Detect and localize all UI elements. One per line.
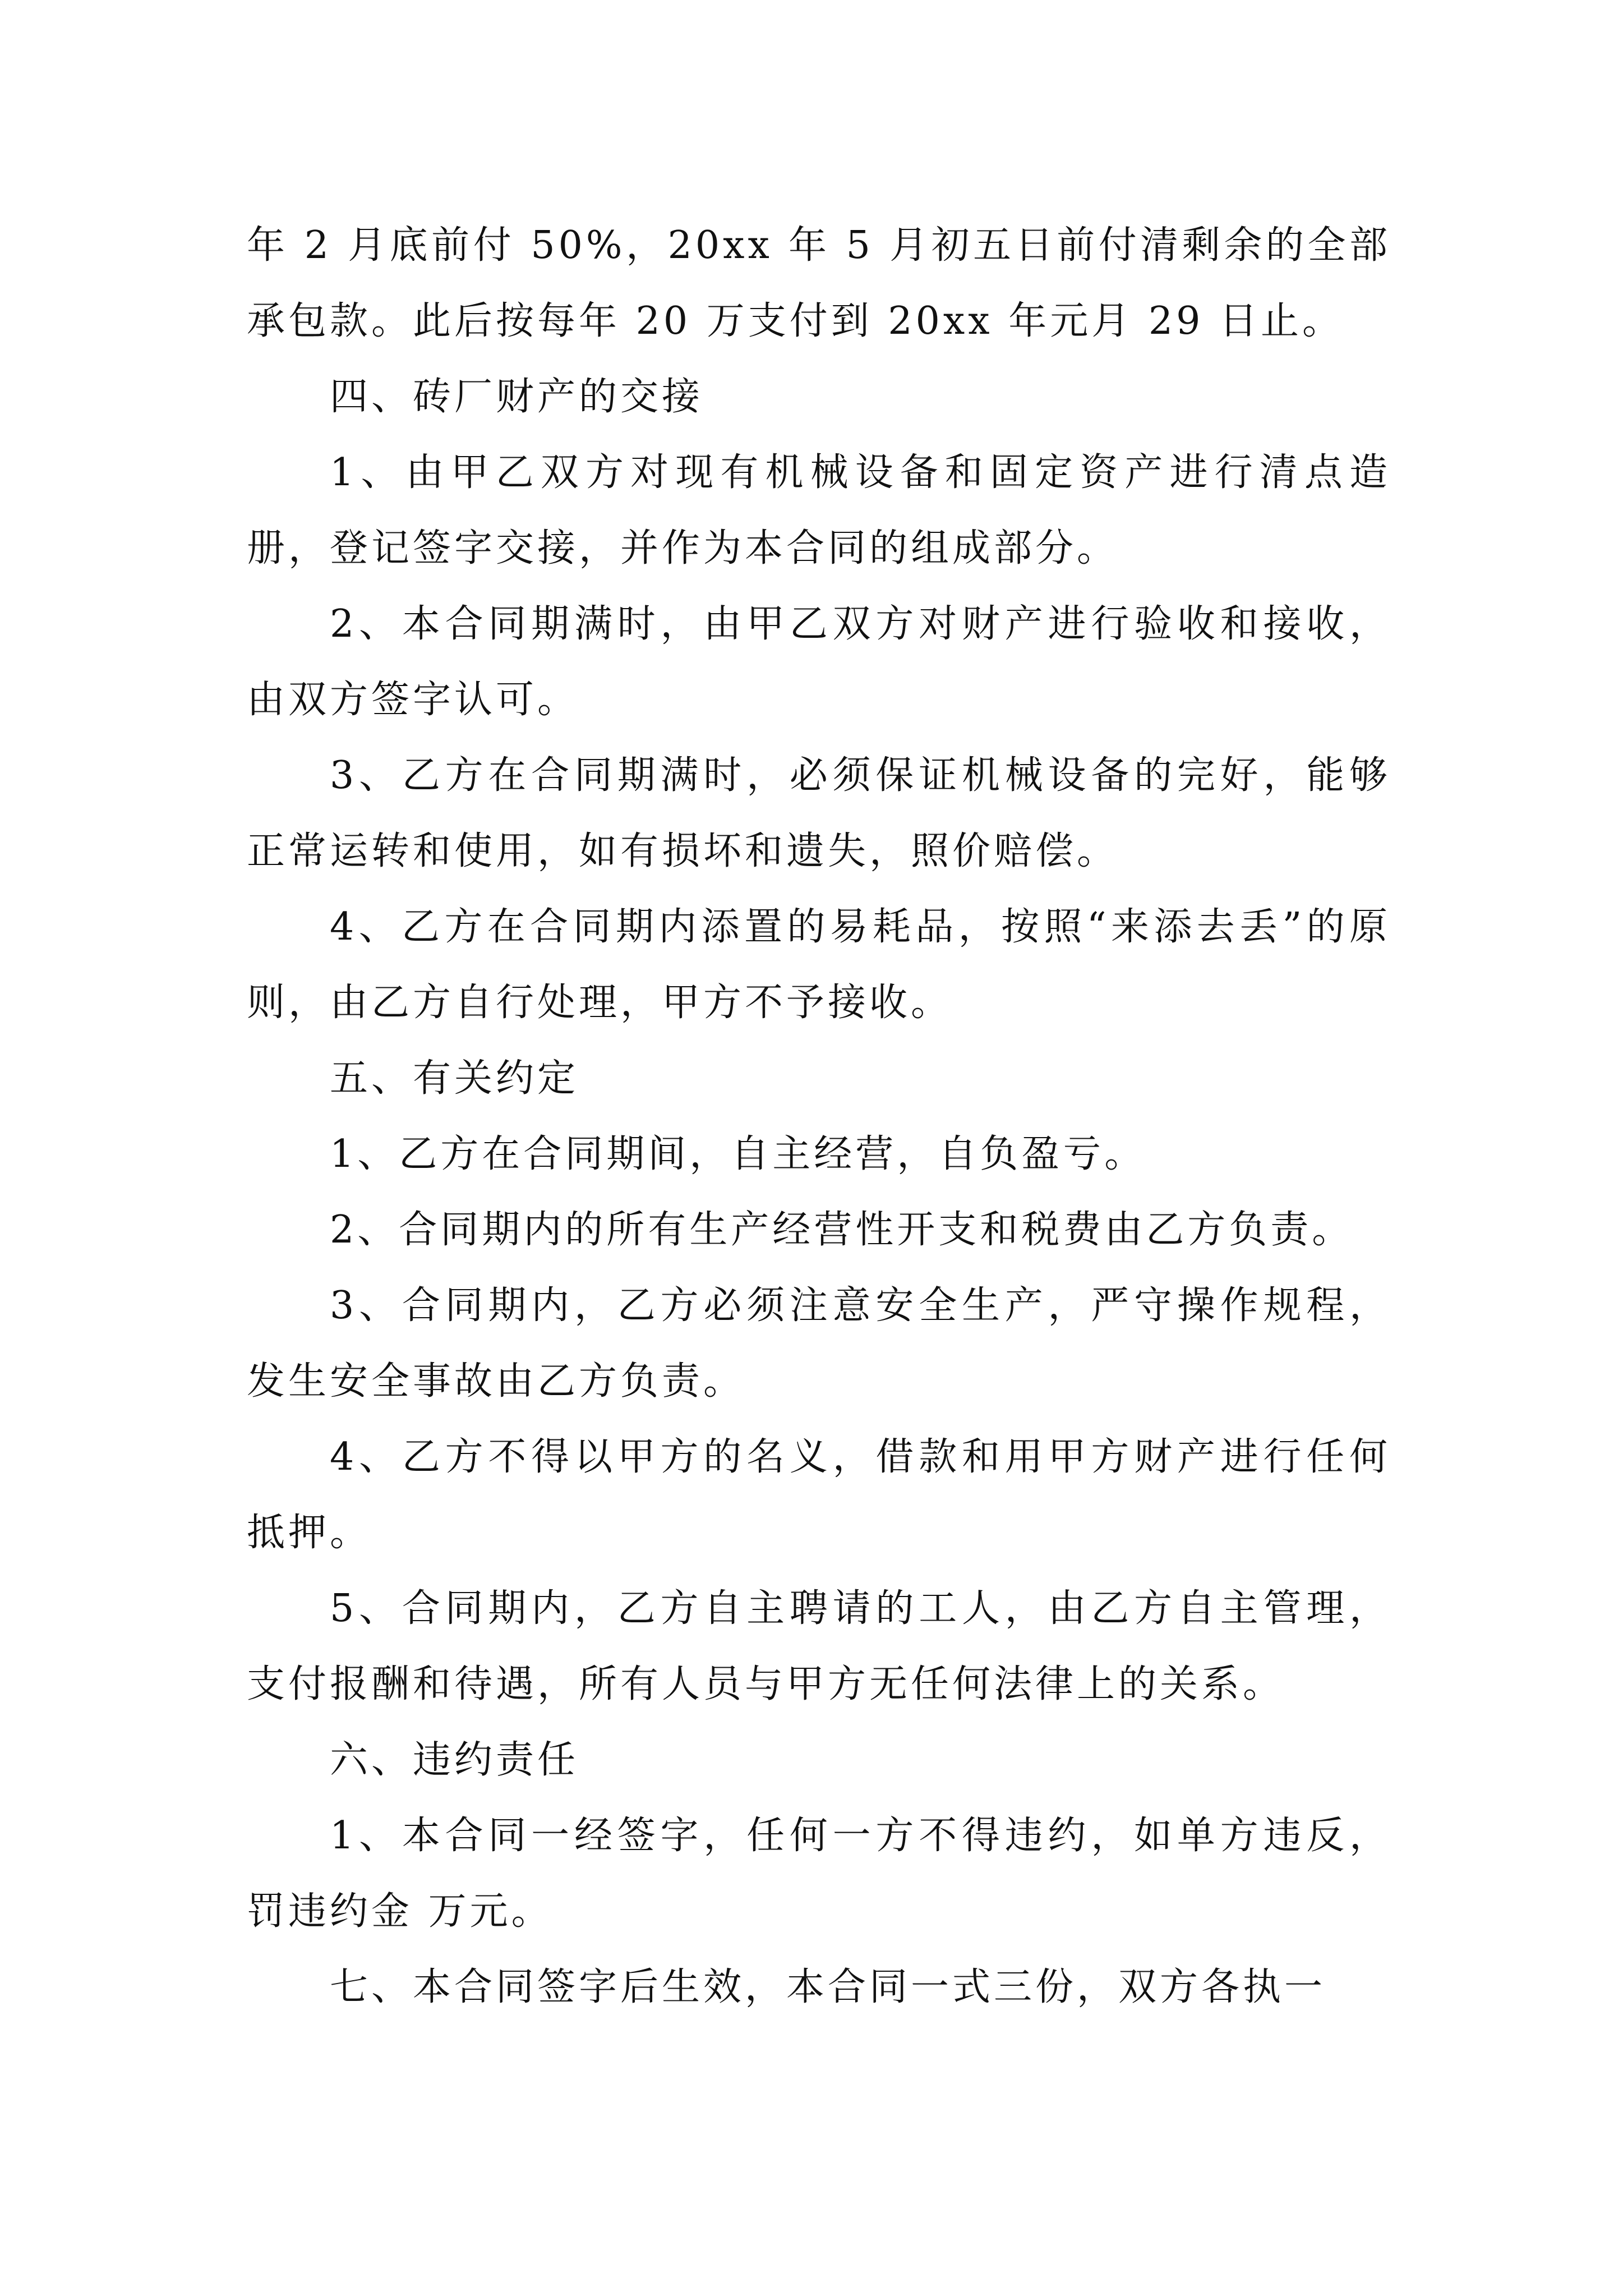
section-heading-property-handover: 四、砖厂财产的交接	[330, 375, 704, 419]
paragraph-handover-2: 2、本合同期满时，由甲乙双方对财产进行验收和接收，由双方签字认可。	[247, 602, 1391, 722]
paragraph-handover-1: 1、由甲乙双方对现有机械设备和固定资产进行清点造册，登记签字交接，并作为本合同的组成部分。	[247, 450, 1391, 570]
paragraph-handover-4: 4、乙方在合同期内添置的易耗品，按照“来添去丢”的原则，由乙方自行处理，甲方不予接收。	[247, 905, 1391, 1025]
paragraph-handover-3: 3、乙方在合同期满时，必须保证机械设备的完好，能够正常运转和使用，如有损坏和遗失，照价赔偿。	[247, 753, 1391, 873]
section-heading-agreements: 五、有关约定	[330, 1056, 579, 1101]
paragraph-liability-1: 1、本合同一经签字，任何一方不得违约，如单方违反，罚违约金 万元。	[247, 1814, 1391, 1934]
paragraph-agreement-1: 1、乙方在合同期间，自主经营，自负盈亏。	[330, 1132, 1146, 1176]
paragraph-effective-clause: 七、本合同签字后生效，本合同一式三份，双方各执一	[330, 1965, 1326, 2009]
paragraph-agreement-2: 2、合同期内的所有生产经营性开支和税费由乙方负责。	[330, 1208, 1354, 1252]
document-body	[247, 208, 1391, 2025]
paragraph-agreement-4: 4、乙方不得以甲方的名义，借款和用甲方财产进行任何抵押。	[247, 1435, 1391, 1555]
paragraph-agreement-3: 3、合同期内，乙方必须注意安全生产，严守操作规程，发生安全事故由乙方负责。	[247, 1283, 1391, 1404]
paragraph-agreement-5: 5、合同期内，乙方自主聘请的工人，由乙方自主管理，支付报酬和待遇，所有人员与甲方无任何法律上的关系。	[247, 1586, 1391, 1706]
paragraph-payment-terms: 年 2 月底前付 50%，20xx 年 5 月初五日前付清剩余的全部承包款。此后按每年 20 万支付到 20xx 年元月 29 日止。	[247, 223, 1391, 343]
section-heading-liability: 六、违约责任	[330, 1738, 579, 1782]
